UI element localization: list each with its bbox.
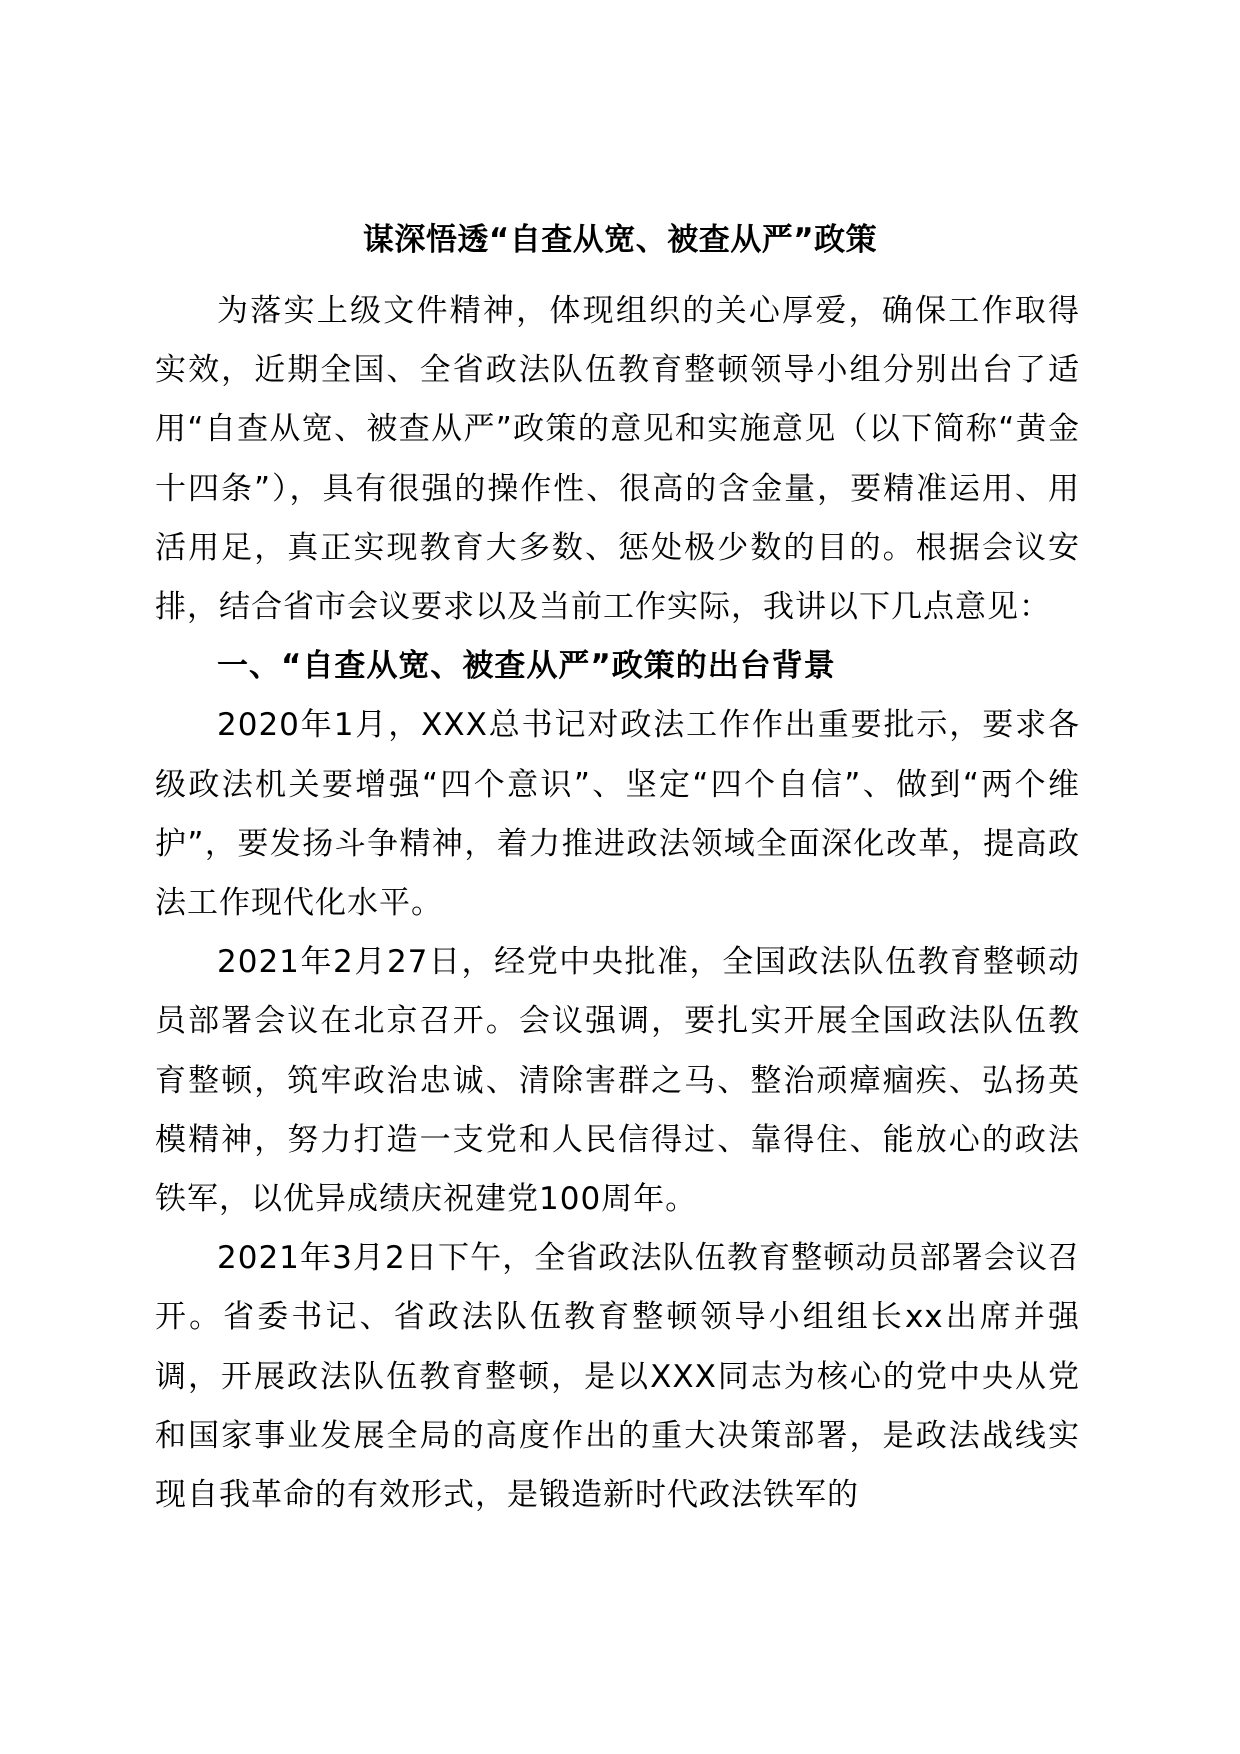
section-heading: 一、“自查从宽、被查从严”政策的出台背景 bbox=[217, 648, 836, 685]
intro-paragraph: 为落实上级文件精神，体现组织的关心厚爱，确保工作取得实效，近期全国、全省政法队伍教育整顿领导小组分别出台了适用“自查从宽、被查从严”政策的意见和实施意见（以下简称“黄金十四条”），具有很强的操作性、很高的含金量，要精准运用、用活用足，真正实现教育大多数、惩处极少数的目的。根据会议安排，结合省市会议要求以及当前工作实际，我讲以下几点意见： bbox=[155, 293, 1080, 626]
document-title: 谋深悟透“自查从宽、被查从严”政策 bbox=[362, 222, 878, 258]
paragraph-2021-mar: 2021年3月2日下午，全省政法队伍教育整顿动员部署会议召开。省委书记、省政法队伍教育整顿领导小组组长xx出席并强调，开展政法队伍教育整顿，是以XXX同志为核心的党中央从党和国家事业发展全局的高度作出的重大决策部署，是政法战线实现自我革命的有效形式，是锻造新时代政法铁军的 bbox=[155, 1240, 1080, 1514]
paragraph-2021-feb: 2021年2月27日，经党中央批准，全国政法队伍教育整顿动员部署会议在北京召开。会议强调，要扎实开展全国政法队伍教育整顿，筑牢政治忠诚、清除害群之马、整治顽瘴痼疾、弘扬英模精神，努力打造一支党和人民信得过、靠得住、能放心的政法铁军，以优异成绩庆祝建党100周年。 bbox=[155, 944, 1080, 1218]
document-body bbox=[155, 282, 1080, 1525]
paragraph-2020: 2020年1月，XXX总书记对政法工作作出重要批示，要求各级政法机关要增强“四个意识”、坚定“四个自信”、做到“两个维护”，要发扬斗争精神，着力推进政法领域全面深化改革，提高政法工作现代化水平。 bbox=[155, 707, 1080, 922]
